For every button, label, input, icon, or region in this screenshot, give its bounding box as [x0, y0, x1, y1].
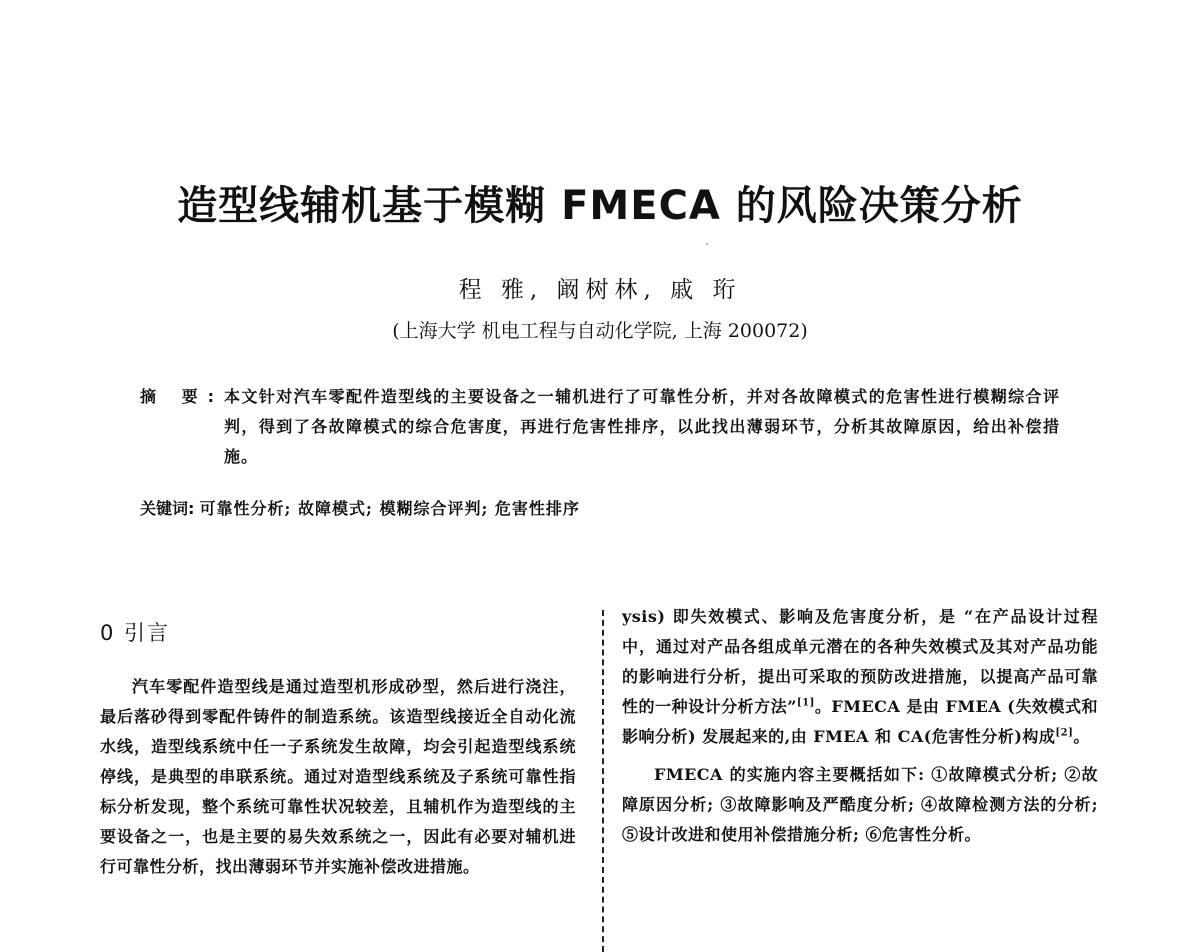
- scan-speck: [706, 243, 708, 245]
- fmeca-definition-text-c: 。: [1073, 727, 1090, 746]
- fmeca-content-paragraph: FMECA 的实施内容主要概括如下: ①故障模式分析; ②故障原因分析; ③故障影响及严酷度分析; ④故障检测方法的分析; ⑤设计改进和使用补偿措施分析; ⑥危害性分析。: [622, 765, 1098, 844]
- fmeca-definition-text-b: 。FMECA 是由 FMEA (失效模式和影响分析) 发展起来的,由 FMEA 和 CA(危害性分析)构成: [622, 697, 1098, 746]
- intro-paragraph: 汽车零配件造型线是通过造型机形成砂型，然后进行浇注，最后落砂得到零配件铸件的制造系统。该造型线接近全自动化流水线，造型线系统中任一子系统发生故障，均会引起造型线系统停线，是典型的串联系统。通过对造型线系统及子系统可靠性指标分析发现，整个系统可靠性状况较差，且辅机作为造型线的主要设备之一，也是主要的易失效系统之一，因此有必要对辅机进行可靠性分析，找出薄弱环节并实施补偿改进措施。: [100, 677, 576, 876]
- paper-title: 造型线辅机基于模糊 FMECA 的风险决策分析: [177, 183, 1023, 229]
- fmeca-definition-text: ysis) 即失效模式、影响及危害度分析，是 “在产品设计过程中，通过对产品各组成单元潜在的各种失效模式及其对产品功能的影响进行分析，提出可采取的预防改进措施，以提高产品可靠性的一种设计分析方法”: [622, 607, 1098, 716]
- reference-2[interactable]: [2]: [1055, 727, 1074, 739]
- section-heading: 0 引言: [100, 621, 171, 645]
- abstract-label: 摘 要:: [140, 387, 224, 406]
- right-column: [622, 602, 1098, 850]
- left-column: [100, 616, 576, 882]
- keywords-text: 可靠性分析; 故障模式; 模糊综合评判; 危害性排序: [199, 499, 580, 518]
- fmeca-definition-paragraph: [622, 602, 1098, 752]
- paper-affiliation: (上海大学 机电工程与自动化学院, 上海 200072): [392, 320, 808, 342]
- column-divider: [602, 610, 604, 952]
- paper-authors: 程 雅, 阚树林, 戚 珩: [458, 277, 742, 303]
- abstract-text: 本文针对汽车零配件造型线的主要设备之一辅机进行了可靠性分析，并对各故障模式的危害性进行模糊综合评判，得到了各故障模式的综合危害度，再进行危害性排序，以此找出薄弱环节，分析其故障原因，给出补偿措施。: [224, 387, 1060, 466]
- keywords-block: [140, 494, 1060, 524]
- keywords-label: 关键词:: [140, 499, 195, 518]
- reference-1[interactable]: [1]: [796, 697, 815, 709]
